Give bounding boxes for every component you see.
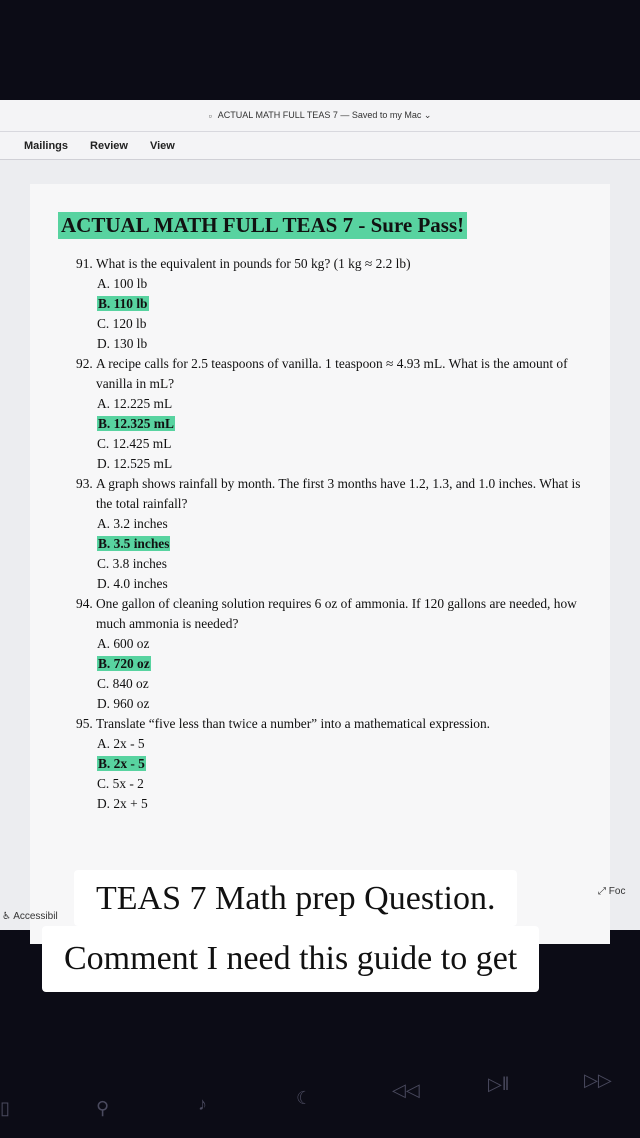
question-93 <box>76 474 596 594</box>
highlighted-answer: B. 110 lb <box>98 296 148 311</box>
moon-icon: ☾ <box>296 1088 313 1108</box>
answer-text: C. 5x - 2 <box>97 776 144 791</box>
answer-option <box>76 654 596 674</box>
answer-text: D. 960 oz <box>97 696 150 711</box>
document-page[interactable] <box>30 184 610 944</box>
question-text: One gallon of cleaning solution requires 6 oz of ammonia. If 120 gallons are needed, how much ammonia is needed? <box>96 596 577 631</box>
answer-option <box>76 294 596 314</box>
answer-text: A. 2x - 5 <box>97 736 145 751</box>
answer-text: A. 3.2 inches <box>97 516 168 531</box>
answer-option <box>76 574 596 594</box>
answer-option <box>76 274 596 294</box>
title-bar <box>0 100 640 132</box>
expand-icon: ⤢ <box>598 886 606 897</box>
ribbon-tabs <box>0 132 640 160</box>
answer-text: D. 2x + 5 <box>97 796 148 811</box>
question-number: 91. <box>76 256 93 271</box>
accessibility-icon: ♿︎ <box>2 911 11 922</box>
question-92 <box>76 354 596 474</box>
rewind-icon: ◁◁ <box>392 1080 420 1100</box>
question-text: What is the equivalent in pounds for 50 kg? (1 kg ≈ 2.2 lb) <box>96 256 411 271</box>
highlighted-answer: B. 3.5 inches <box>98 536 170 551</box>
focus-button[interactable]: ⤢ Foc <box>598 886 626 897</box>
question-list <box>76 254 596 814</box>
question-91 <box>76 254 596 354</box>
launchpad-icon: ▯ <box>0 1098 10 1118</box>
answer-text: C. 12.425 mL <box>97 436 172 451</box>
window-title: ACTUAL MATH FULL TEAS 7 — Saved to my Mac ⌄ <box>217 110 432 120</box>
answer-text: C. 840 oz <box>97 676 149 691</box>
question-number: 95. <box>76 716 93 731</box>
answer-text: C. 120 lb <box>97 316 147 331</box>
search-icon: ⚲ <box>96 1098 110 1118</box>
answer-option <box>76 414 596 434</box>
question-number: 94. <box>76 596 93 611</box>
question-number: 93. <box>76 476 93 491</box>
answer-text: A. 100 lb <box>97 276 148 291</box>
answer-option <box>76 554 596 574</box>
word-document-icon: ▫ <box>208 110 212 121</box>
word-window <box>0 100 640 930</box>
microphone-icon: ♪ <box>198 1094 207 1114</box>
answer-option <box>76 794 596 814</box>
highlighted-answer: B. 720 oz <box>98 656 150 671</box>
answer-option <box>76 694 596 714</box>
answer-option <box>76 634 596 654</box>
answer-option <box>76 394 596 414</box>
question-text: A graph shows rainfall by month. The first 3 months have 1.2, 1.3, and 1.0 inches. What is the total rainfall? <box>96 476 581 511</box>
highlighted-answer: B. 12.325 mL <box>98 416 174 431</box>
question-text: A recipe calls for 2.5 teaspoons of vanilla. 1 teaspoon ≈ 4.93 mL. What is the amount of vanilla in mL? <box>96 356 568 391</box>
answer-text: D. 130 lb <box>97 336 148 351</box>
question-number: 92. <box>76 356 93 371</box>
fast-forward-icon: ▷▷ <box>584 1070 612 1090</box>
answer-option <box>76 334 596 354</box>
answer-text: A. 600 oz <box>97 636 150 651</box>
document-heading: ACTUAL MATH FULL TEAS 7 - Sure Pass! <box>58 212 467 239</box>
answer-option <box>76 674 596 694</box>
answer-text: D. 4.0 inches <box>97 576 168 591</box>
answer-option <box>76 754 596 774</box>
keyboard-function-row <box>0 1060 640 1138</box>
answer-text: D. 12.525 mL <box>97 456 173 471</box>
caption-line-1: TEAS 7 Math prep Question. <box>74 870 517 926</box>
answer-option <box>76 774 596 794</box>
tab-view[interactable]: View <box>149 139 175 152</box>
answer-text: C. 3.8 inches <box>97 556 167 571</box>
caption-line-2: Comment I need this guide to get <box>42 926 539 992</box>
play-pause-icon: ▷‖ <box>488 1074 510 1094</box>
answer-option <box>76 534 596 554</box>
highlighted-answer: B. 2x - 5 <box>98 756 145 771</box>
answer-option <box>76 314 596 334</box>
accessibility-status[interactable]: ♿︎ Accessibil <box>2 911 58 922</box>
answer-option <box>76 454 596 474</box>
question-95 <box>76 714 596 814</box>
answer-text: A. 12.225 mL <box>97 396 173 411</box>
answer-option <box>76 734 596 754</box>
tab-review[interactable]: Review <box>90 139 128 152</box>
question-text: Translate “five less than twice a number” into a mathematical expression. <box>96 716 491 731</box>
question-94 <box>76 594 596 714</box>
answer-option <box>76 434 596 454</box>
answer-option <box>76 514 596 534</box>
tab-mailings[interactable]: Mailings <box>24 139 69 152</box>
